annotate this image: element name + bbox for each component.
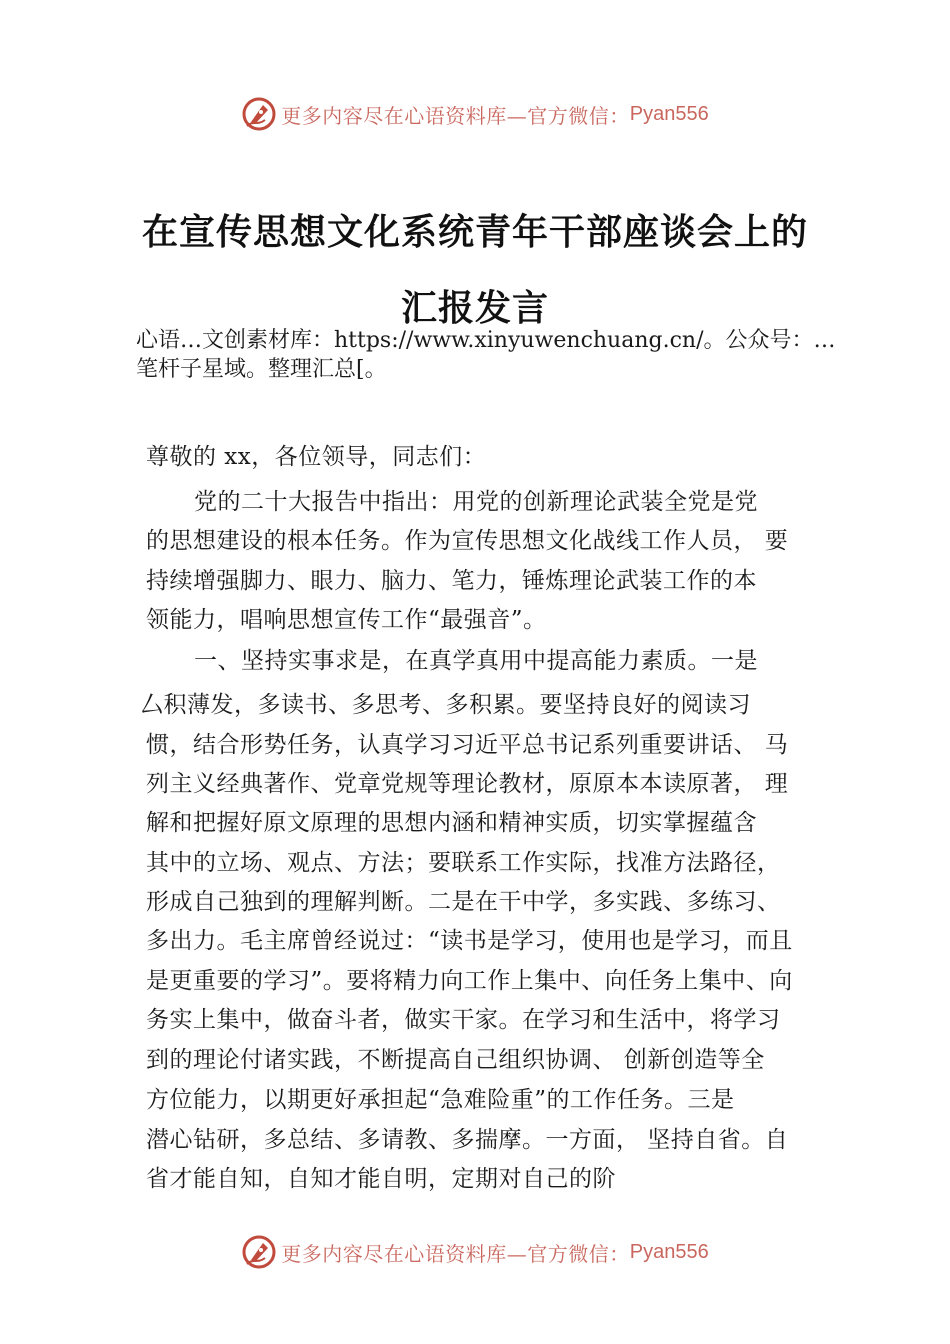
body-line: 惯，结合形势任务，认真学习习近平总书记系列重要讲话、 马 <box>146 732 789 758</box>
watermark-wechat-id: Pyan556 <box>629 102 709 125</box>
body-line: 厶积薄发，多读书、多思考、多积累。要坚持良好的阅读习 <box>140 692 751 718</box>
watermark-text: 更多内容尽在心语资料库—官方微信： <box>281 103 630 128</box>
pen-nib-icon <box>241 96 277 132</box>
body-line: 持续增强脚力、眼力、脑力、笔力，锤炼理论武装工作的本 <box>146 568 757 594</box>
body-line: 解和把握好原文原理的思想内涵和精神实质，切实掌握蕴含 <box>146 810 757 836</box>
watermark-wechat-id: Pyan556 <box>629 1240 709 1263</box>
body-line: 党的二十大报告中指出：用党的创新理论武装全党是党 <box>194 489 758 515</box>
body-line: 领能力，唱响思想宣传工作“最强音”。 <box>146 607 547 633</box>
section-heading-line: 一、坚持实事求是，在真学真用中提高能力素质。一是 <box>194 648 758 674</box>
source-note: 心语…文创素材库：https://www.xinyuwenchuang.cn/。公众号：…笔杆子星域。整理汇总[。 <box>136 328 836 382</box>
body-line: 其中的立场、观点、方法；要联系工作实际，找准方法路径， <box>146 850 781 876</box>
pen-nib-icon <box>241 1234 277 1270</box>
body-line: 多出力。毛主席曾经说过：“读书是学习，使用也是学习，而且 <box>146 928 793 954</box>
header-watermark <box>0 94 950 134</box>
body-line: 省才能自知，自知才能自明，定期对自己的阶 <box>146 1166 616 1192</box>
body-line: 的思想建设的根本任务。作为宣传思想文化战线工作人员， 要 <box>146 528 789 554</box>
footer-watermark <box>0 1232 950 1272</box>
body-line: 潜心钻研，多总结、多请教、多揣摩。一方面， 坚持自省。自 <box>146 1127 789 1153</box>
salutation: 尊敬的 xx，各位领导，同志们： <box>146 444 487 470</box>
document-title-line-2: 汇报发言 <box>400 287 549 329</box>
watermark-text: 更多内容尽在心语资料库—官方微信： <box>281 1241 630 1266</box>
body-line: 列主义经典著作、党章党规等理论教材，原原本本读原著， 理 <box>146 771 789 797</box>
body-line: 是更重要的学习”。要将精力向工作上集中、向任务上集中、向 <box>146 968 793 994</box>
body-line: 形成自己独到的理解判断。二是在干中学，多实践、多练习、 <box>146 889 781 915</box>
body-line: 到的理论付诸实践，不断提高自己组织协调、 创新创造等全 <box>146 1047 765 1073</box>
document-title-line-1: 在宣传思想文化系统青年干部座谈会上的 <box>141 211 808 253</box>
body-line: 方位能力，以期更好承担起“急难险重”的工作任务。三是 <box>146 1087 735 1113</box>
body-line: 务实上集中，做奋斗者，做实干家。在学习和生活中，将学习 <box>146 1007 781 1033</box>
